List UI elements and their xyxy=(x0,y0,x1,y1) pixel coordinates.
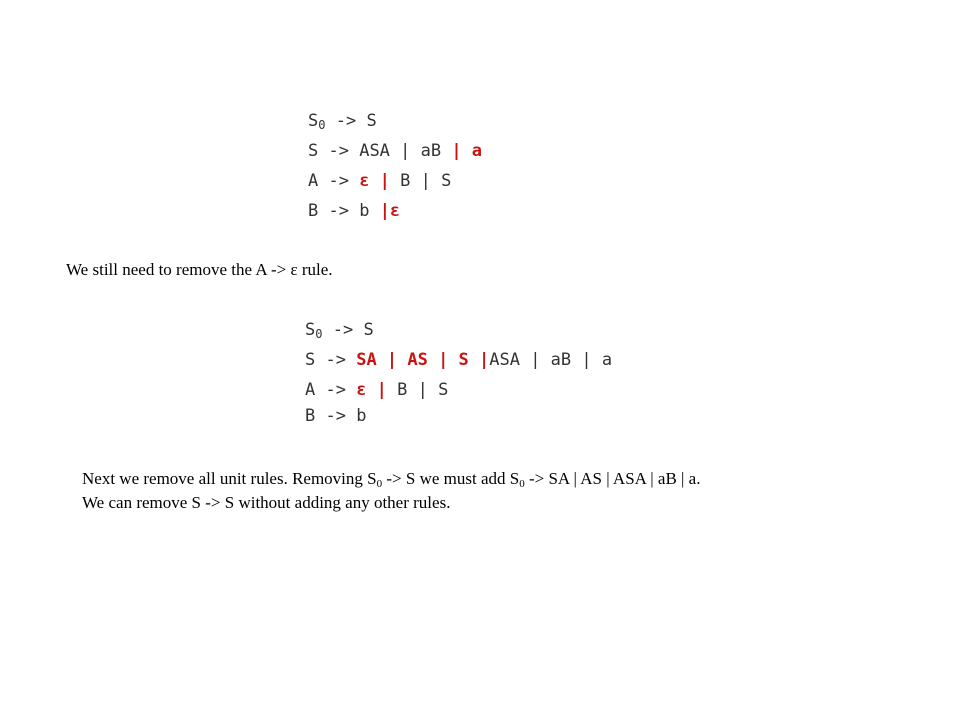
note-unit-rules-line-2: We can remove S -> S without adding any other rules. xyxy=(82,493,451,512)
rule-arrow: -> xyxy=(315,350,357,370)
rule-lhs: S xyxy=(305,320,316,340)
rule-rhs: b xyxy=(356,406,367,426)
grammar-rule xyxy=(305,315,612,345)
subscript: 0 xyxy=(376,478,383,490)
rule-arrow: -> xyxy=(322,320,364,340)
grammar-rule xyxy=(305,345,612,375)
rule-lhs: A xyxy=(305,380,316,400)
rule-arrow: -> xyxy=(315,406,357,426)
note-remove-epsilon: We still need to remove the A -> ε rule. xyxy=(66,260,333,279)
grammar-rule xyxy=(305,375,612,401)
rule-rhs-highlight: ε | xyxy=(356,380,398,400)
rule-rhs-highlight: | a xyxy=(451,141,483,161)
rule-rhs-highlight: SA | AS | S | xyxy=(356,350,490,370)
rule-lhs: B xyxy=(305,406,316,426)
rule-lhs-subscript: 0 xyxy=(315,327,323,341)
rule-lhs: B xyxy=(308,201,319,221)
subscript: 0 xyxy=(519,478,525,490)
rule-arrow: -> xyxy=(315,380,357,400)
grammar-block-1 xyxy=(308,106,482,226)
note-unit-rules xyxy=(82,467,700,515)
rule-rhs: ASA | aB | a xyxy=(489,350,613,370)
rule-rhs: S xyxy=(366,111,377,131)
grammar-rule xyxy=(305,401,612,431)
rule-rhs: B | S xyxy=(400,171,452,191)
rule-arrow: -> xyxy=(318,141,360,161)
grammar-block-2 xyxy=(305,315,612,431)
rule-arrow: -> xyxy=(325,111,367,131)
text-segment: -> SA | AS | ASA | aB | a. xyxy=(524,469,701,488)
text-segment: -> S we must add S xyxy=(382,469,520,488)
grammar-rule xyxy=(308,196,482,226)
rule-rhs-highlight: |ε xyxy=(379,201,401,221)
rule-rhs-highlight: ε | xyxy=(359,171,401,191)
rule-arrow: -> xyxy=(318,201,360,221)
note-unit-rules-line-1 xyxy=(82,467,700,491)
grammar-rule xyxy=(308,106,482,136)
grammar-rule xyxy=(308,136,482,166)
rule-arrow: -> xyxy=(318,171,360,191)
rule-rhs: S xyxy=(363,320,374,340)
rule-lhs: S xyxy=(305,350,316,370)
rule-lhs-subscript: 0 xyxy=(318,118,326,132)
rule-rhs: b xyxy=(359,201,380,221)
rule-lhs: S xyxy=(308,111,319,131)
rule-rhs: B | S xyxy=(397,380,449,400)
rule-lhs: A xyxy=(308,171,319,191)
grammar-rule xyxy=(308,166,482,196)
rule-lhs: S xyxy=(308,141,319,161)
text-segment: Next we remove all unit rules. Removing S xyxy=(82,469,377,488)
rule-rhs: ASA | aB xyxy=(359,141,452,161)
